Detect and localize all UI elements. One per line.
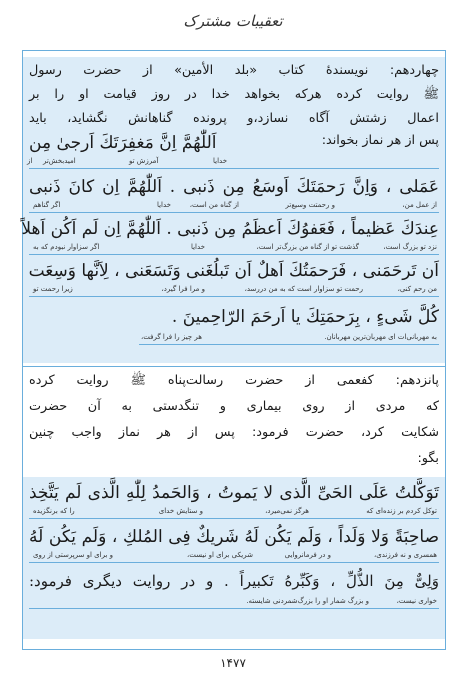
- translation-word: خدایا: [156, 201, 171, 209]
- section-fourteenth: [23, 57, 445, 363]
- arabic-prayer-line: وَلِىٌّ مِنَ الذُّلِّ ، وَكَبِّرهُ تَكبيراً . و در روایت دیگری فرمود:: [29, 572, 439, 590]
- para-line: ﷺ روایت کرده هرکه بخواهد خدا در روز قیامت او را بر: [29, 87, 439, 102]
- translation-row: [139, 333, 439, 345]
- translation-word: همسری و نه فرزندی،: [373, 551, 437, 559]
- page-number: ۱۴۷۷: [220, 656, 246, 670]
- translation-word: اگر سزاوار نبودم که به: [33, 243, 100, 251]
- para-line: بگو:: [417, 451, 439, 466]
- arabic-prayer-line: كُلَّ شَىءٍ ، بِرَحمَتِكَ يا اَرحَمَ الرّاحِمينَ .: [171, 307, 439, 327]
- translation-word: خواری نیست،: [396, 597, 437, 605]
- section-fifteenth: [23, 369, 445, 639]
- translation-word: خدایا: [190, 243, 205, 251]
- content-frame: [22, 50, 446, 650]
- closing-line: [29, 571, 439, 590]
- para-line: شکایت کرد، حضرت فرمود: پس از هر نماز واجب چنین: [29, 425, 439, 440]
- prayer-intro-line: [29, 133, 439, 153]
- translation-word: خدایا: [213, 157, 228, 165]
- para-line: پانزدهم: کفعمی از حضرت رسالت‌پناه ﷺ روایت کرده: [29, 373, 439, 388]
- arabic-prayer-line: صاحِبَةً وَلا وَلَداً ، وَلَم يَكُن لَهُ شَريكٌ فِى المُلكِ ، وَلَم يَكُن لَهُ: [29, 527, 439, 547]
- arabic-prayer-line: اَللّٰهُمَّ اِنَّ مَغفِرَتَكَ اَرجىٰ مِن: [29, 133, 217, 153]
- prayer-block: [23, 477, 445, 639]
- para-line: چهاردهم: نویسندهٔ کتاب «بلد الأمین» از حضرت رسول: [29, 63, 439, 78]
- translation-word: و در فرمانروایی: [284, 551, 331, 559]
- translation-word: من رحم کنی،: [397, 285, 437, 293]
- translation-word: زیرا رحمت تو: [33, 285, 73, 293]
- translation-word: از: [27, 157, 33, 165]
- translation-row: [29, 597, 439, 609]
- translation-word: به مهربانی‌ات ای مهربان‌ترین مهربانان.: [324, 333, 437, 341]
- translation-word: را که برنگزیده: [33, 507, 75, 515]
- translation-row: [29, 201, 439, 213]
- section-divider: [23, 366, 445, 367]
- translation-row: [29, 551, 439, 563]
- translation-row: [29, 157, 439, 169]
- arabic-prayer-line: عِندَكَ عَظيماً ، فَعَفوُكَ اَعظَمُ مِن ذَنبى . اَللّٰهُمَّ اِن لَم اَكُن اَهلاً: [21, 219, 439, 239]
- translation-word: و مرا فرا گیرد،: [161, 285, 205, 293]
- translation-row: [29, 507, 439, 519]
- translation-word: اگر گناهم: [33, 201, 61, 209]
- translation-word: از عمل من،: [402, 201, 437, 209]
- para-line: پس از هر نماز بخواند:: [321, 133, 439, 148]
- translation-word: توکل کردم بر زنده‌ای که: [366, 507, 437, 515]
- para-line: اعمال زشتش آگاه نسازد،و پرونده گناهانش نگشاید، باید: [29, 111, 439, 126]
- translation-word: و رحمتت وسیع‌تر: [285, 201, 335, 209]
- page-header-title: تعقیبات مشترک: [183, 12, 283, 30]
- translation-row: [29, 285, 439, 297]
- translation-word: و بزرگ شمار او را بزرگ‌شمردنی شایسته.: [246, 597, 369, 605]
- translation-row: [29, 243, 439, 255]
- translation-word: امیدبخش‌تر: [43, 157, 76, 165]
- arabic-prayer-line: اَن تَرحَمَنى ، فَرَحمَتُكَ اَهلٌ اَن تَبلُغَنى وَتَسَعَنى ، لِاَنَّها وَسِعَت: [28, 261, 439, 281]
- translation-word: گذشت تو از گناه من بزرگ‌تر است،: [256, 243, 359, 251]
- translation-word: هرگز نمی‌میرد،: [265, 507, 309, 515]
- translation-word: آمرزش تو: [129, 157, 159, 165]
- para-line: که مردی از روی بیماری و تنگدستی به آن حضرت: [29, 399, 439, 414]
- translation-word: و برای او سرپرستی از روی: [33, 551, 113, 559]
- translation-word: و ستایش خدای: [158, 507, 203, 515]
- translation-word: شریکی برای او نیست،: [186, 551, 253, 559]
- arabic-prayer-line: تَوَكَّلتُ عَلَى الحَىِّ الَّذى لا يَموتُ ، وَالحَمدُ لِلّٰهِ الَّذى لَم يَتَّخِذ: [29, 483, 439, 503]
- translation-word: نزد تو بزرگ است،: [383, 243, 437, 251]
- translation-word: از گناه من است،: [189, 201, 239, 209]
- translation-word: رحمت تو سزاوار است که به من دررسد،: [244, 285, 363, 293]
- arabic-prayer-line: عَمَلى ، وَاِنَّ رَحمَتَكَ اَوسَعُ مِن ذَنبى . اَللّٰهُمَّ اِن كانَ ذَنبى: [29, 177, 439, 197]
- translation-word: هر چیز را فرا گرفت،: [141, 333, 202, 341]
